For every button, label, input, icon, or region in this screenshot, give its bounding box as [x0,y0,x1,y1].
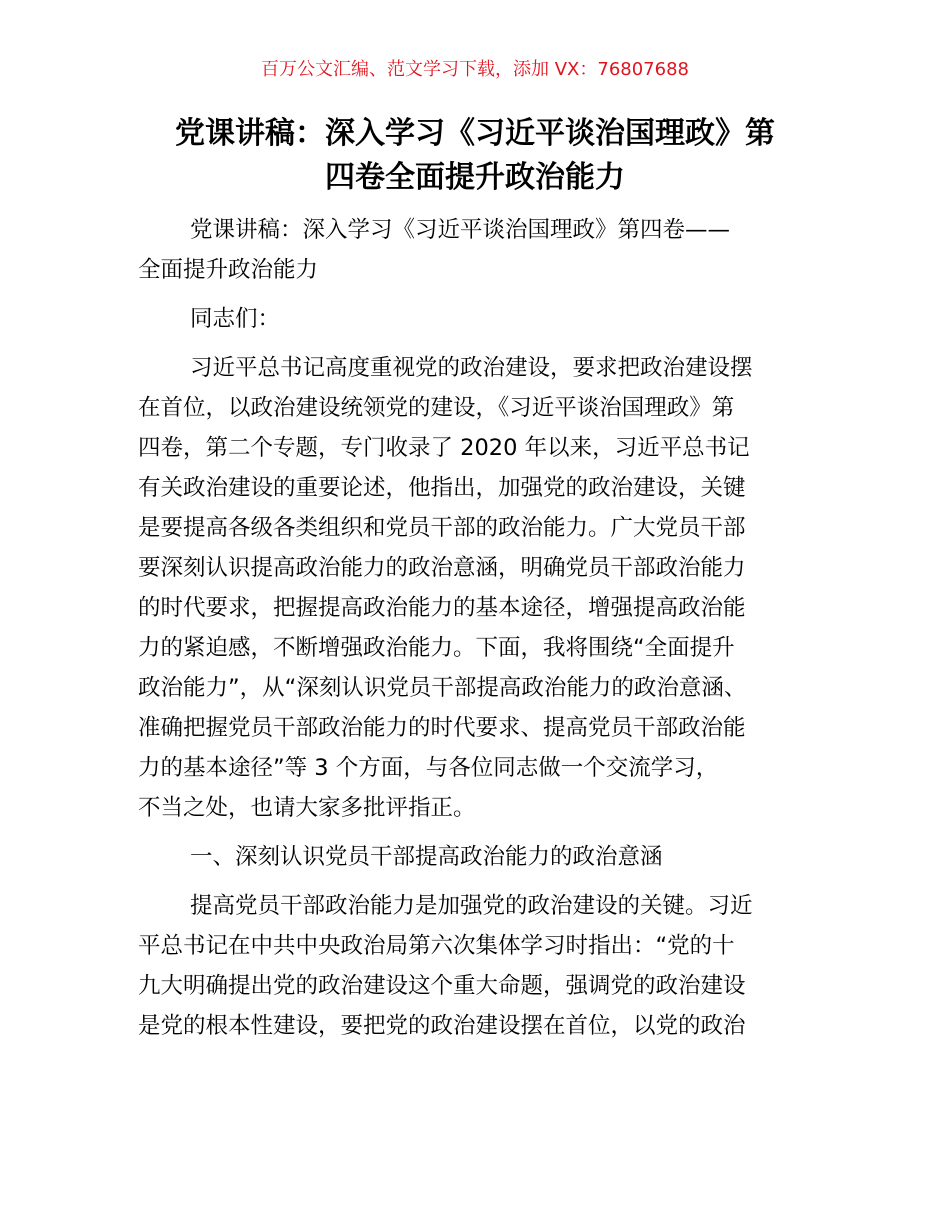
text-line: 在首位，以政治建设统领党的建设，《习近平谈治国理政》第 [138,395,735,421]
text-line: 政治能力”，从“深刻认识党员干部提高政治能力的政治意涵、 [138,675,747,701]
text-line: 力的基本途径”等 3 个方面，与各位同志做一个交流学习， [138,755,719,781]
text-line: 的时代要求，把握提高政治能力的基本途径，增强提高政治能 [138,595,746,621]
text-line: 同志们： [190,306,281,332]
paragraph-salutation [138,299,816,339]
text-line: 习近平总书记高度重视党的政治建设，要求把政治建设摆 [190,355,753,381]
text-line: 有关政治建设的重要论述，他指出，加强党的政治建设，关键 [138,475,746,501]
text-line: 准确把握党员干部政治能力的时代要求、提高党员干部政治能 [138,715,746,741]
text-line: 全面提升政治能力 [138,257,319,283]
title-line-2: 四卷全面提升政治能力 [325,160,625,195]
section-heading-1 [138,837,816,877]
header-watermark: 百万公文汇编、范文学习下载，添加 VX：76807688 [261,59,689,80]
text-line: 力的紧迫感，不断增强政治能力。下面，我将围绕“全面提升 [138,635,735,661]
text-line: 要深刻认识提高政治能力的政治意涵，明确党员干部政治能力 [138,555,746,581]
text-line: 一、深刻认识党员干部提高政治能力的政治意涵 [190,844,663,870]
document-title [138,112,812,200]
text-line: 是党的根本性建设，要把党的政治建设摆在首位，以党的政治 [138,1013,746,1039]
text-line: 是要提高各级各类组织和党员干部的政治能力。广大党员干部 [138,515,746,541]
document-body [138,210,816,1055]
paragraph-section-1 [138,886,816,1046]
text-line: 不当之处，也请大家多批评指正。 [138,795,476,821]
text-line: 党课讲稿：深入学习《习近平谈治国理政》第四卷—— [190,217,731,243]
title-line-1: 党课讲稿：深入学习《习近平谈治国理政》第 [175,116,775,151]
paragraph-introduction [138,348,816,828]
text-line: 九大明确提出党的政治建设这个重大命题，强调党的政治建设 [138,973,746,999]
text-line: 提高党员干部政治能力是加强党的政治建设的关键。习近 [190,893,753,919]
text-line: 四卷，第二个专题，专门收录了 2020 年以来，习近平总书记 [138,435,750,461]
text-line: 平总书记在中共中央政治局第六次集体学习时指出：“党的十 [138,933,735,959]
paragraph-subtitle [138,210,816,290]
